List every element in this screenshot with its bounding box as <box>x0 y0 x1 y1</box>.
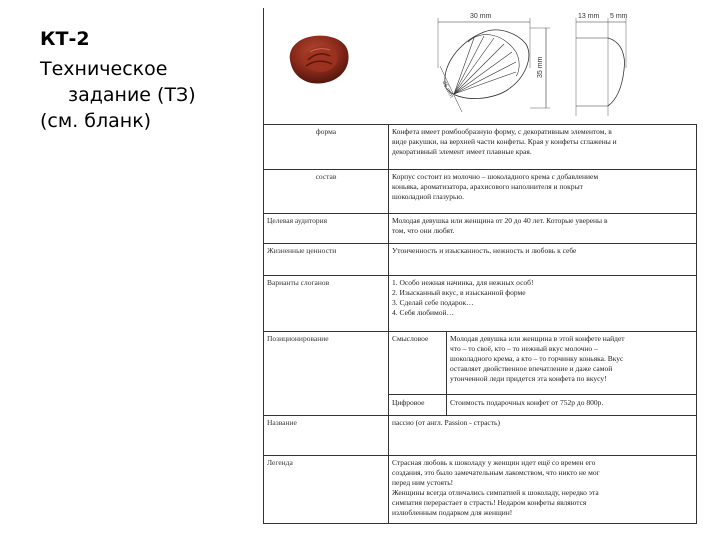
dim-height-label: 35 mm <box>537 56 544 78</box>
text-line: излюбленным подарком для женщин! <box>392 508 513 517</box>
text-line: 2. Изысканный вкус, в изысканной форме <box>392 288 526 297</box>
text-line: шоколадной глазурью. <box>392 192 464 201</box>
text-line: Женщины всегда отличались симпатией к шоколаду, нередко эта <box>392 488 599 497</box>
table-row <box>264 275 696 332</box>
text-line: Стоимость подарочных конфет от 752р до 800р. <box>450 398 604 407</box>
text-line: пассио (от англ. Passion - страсть) <box>392 418 500 427</box>
row-label-values: Жизненные ценности <box>267 246 337 255</box>
sub-value-digital <box>450 398 692 408</box>
text-line: оставляет двойственное впечатление и даже самой <box>450 364 613 373</box>
text-line: шоколадного крема, а кто – то горчинку коньяка. Вкус <box>450 354 624 363</box>
text-line: Молодая девушка или женщина от 20 до 40 лет. Которые уверены в <box>392 216 608 225</box>
dim-side2-label: 5 mm <box>610 13 628 20</box>
text-line: 3. Сделай себе подарок… <box>392 298 474 307</box>
row-label-form: форма <box>315 127 337 136</box>
spec-table <box>263 124 697 524</box>
dim-width-label: 30 mm <box>470 13 492 20</box>
sub-label-digital: Цифровое <box>392 398 425 407</box>
row-label-composition: состав <box>315 172 337 181</box>
row-label-name: Название <box>267 418 297 427</box>
text-line: симпатия перерастает в страсть! Недаром конфеты являются <box>392 498 587 507</box>
table-row <box>264 243 696 276</box>
slide-title-block <box>40 28 250 134</box>
text-line: утонченной леди придется эта конфета по вкусу! <box>450 374 607 383</box>
row-value-name <box>392 418 692 428</box>
slide-code: КТ-2 <box>40 28 90 50</box>
sub-column-divider <box>446 332 447 416</box>
table-row <box>264 455 696 524</box>
text-line: 1. Особо нежная начинка, для нежных особ! <box>392 278 534 287</box>
text-line: Корпус состоит из молочно – шоколадного крема с добавлением <box>392 172 599 181</box>
sub-row-divider <box>388 394 696 395</box>
text-line: 4. Себя любимой… <box>392 308 455 317</box>
title-line-3: (см. бланк) <box>40 110 152 132</box>
row-value-legend <box>392 458 692 518</box>
text-line: Конфета имеет ромбообразную форму, с декоративным элементом, в <box>392 127 612 136</box>
row-value-composition <box>392 172 692 202</box>
title-line-2: задание (ТЗ) <box>68 84 196 106</box>
text-line: Страсная любовь к шоколаду у женщин идет ещё со времен его <box>392 458 596 467</box>
technical-drawing <box>418 8 648 122</box>
table-row <box>264 213 696 244</box>
frame-left-edge <box>263 8 264 124</box>
row-value-slogans <box>392 278 692 318</box>
row-label-audience: Целевая аудитория <box>267 216 328 225</box>
table-row <box>264 125 696 169</box>
dim-diag-label: 45 mm <box>440 80 455 100</box>
text-line: том, что они любят. <box>392 226 455 235</box>
sub-label-semantic: Смысловое <box>392 334 429 343</box>
table-row <box>264 169 696 210</box>
row-value-values <box>392 246 692 256</box>
row-label-legend: Легенда <box>267 458 293 467</box>
candy-photo <box>284 30 354 88</box>
dim-side1-label: 13 mm <box>578 13 600 20</box>
row-label-positioning: Позиционирование <box>267 334 329 343</box>
row-value-form <box>392 127 692 157</box>
table-row <box>264 415 696 456</box>
table-row <box>264 331 696 416</box>
text-line: перед ним устоять! <box>392 478 454 487</box>
text-line: виде ракушки, на верхней части конфеты. Края у конфеты сглажены и <box>392 137 617 146</box>
text-line: коньяка, ароматизатора, арахисового наполнителя и покрыт <box>392 182 583 191</box>
sub-value-semantic <box>450 334 692 384</box>
text-line: создания, это было замечательным лакомством, что никто не мог <box>392 468 600 477</box>
text-line: декоративный элемент имеет плавные края. <box>392 147 532 156</box>
text-line: что – то своё, кто – то нежный вкус молочно – <box>450 344 598 353</box>
title-line-1: Техническое <box>40 58 168 80</box>
row-value-audience <box>392 216 692 236</box>
row-label-slogans: Варианты слоганов <box>267 278 330 287</box>
text-line: Утонченность и изысканность, нежность и любовь к себе <box>392 246 577 255</box>
text-line: Молодая девушка или женщина в этой конфете найдет <box>450 334 625 343</box>
